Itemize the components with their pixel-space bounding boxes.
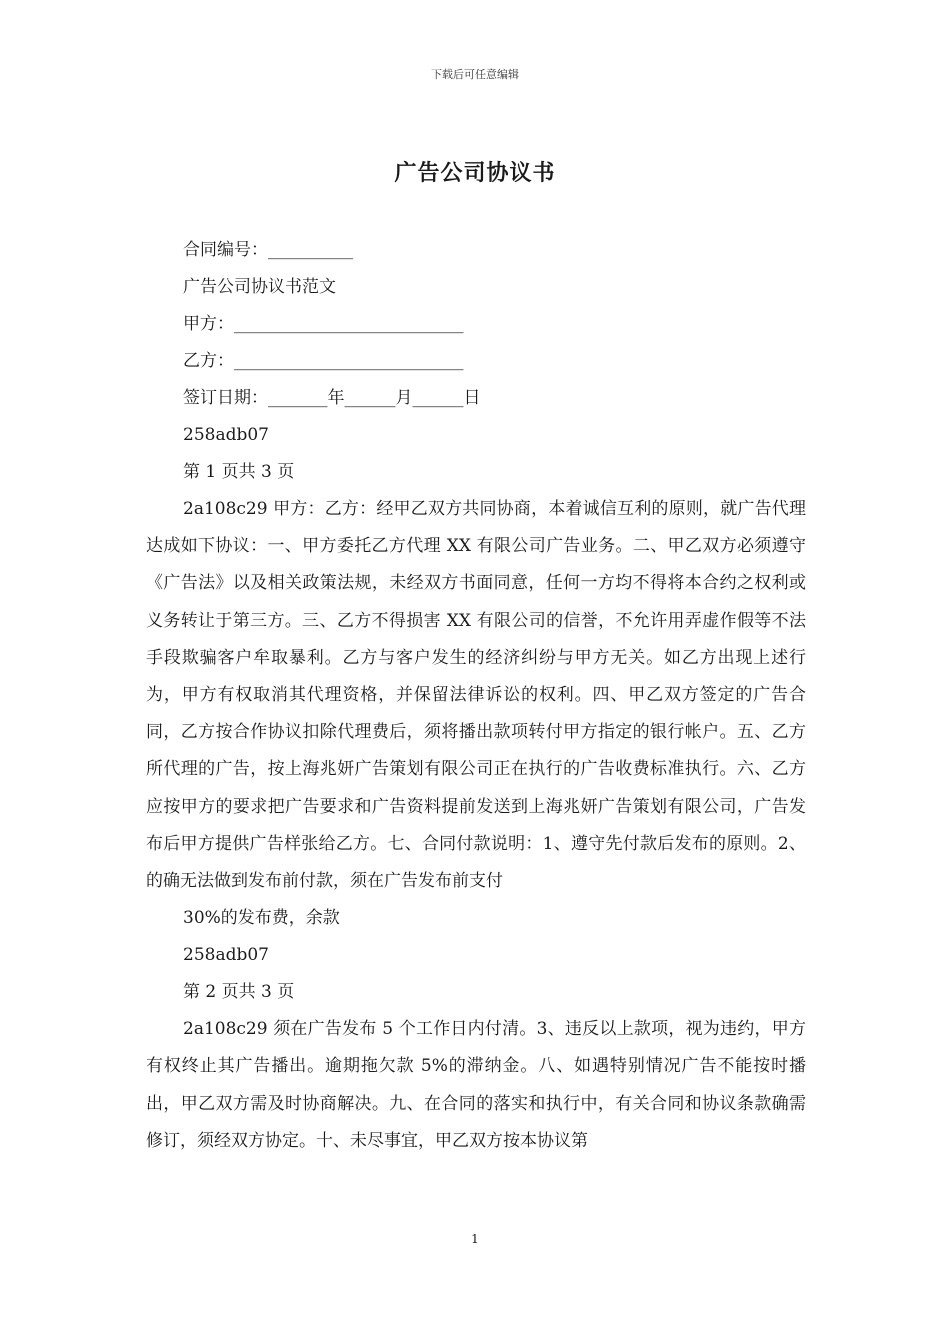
code-line: 258adb07 <box>183 945 269 966</box>
sign-date-line: 签订日期：_______年______月______日 <box>183 388 481 408</box>
agreement-paragraph: 2a108c29 甲方：乙方：经甲乙双方共同协商，本着诚信互利的原则，就广告代理达成如下协议：一、甲方委托乙方代理 XX 有限公司广告业务。二、甲乙双方必须遵守《广告法》以及相关政策法规，未经双方书面同意，任何一方均不得将本合约之权利或义务转让于第三方。三、乙方不得损害 XX 有限公司的信誉，不允许用弄虚作假等不法手段欺骗客户牟取暴利。乙方与客户发生的经济纠纷与甲方无关。如乙方出现上述行为，甲方有权取消其代理资格，并保留法律诉讼的权利。四、甲乙双方签定的广告合同，乙方按合作协议扣除代理费后，须将播出款项转付甲方指定的银行帐户。五、乙方所代理的广告，按上海兆妍广告策划有限公司正在执行的广告收费标准执行。六、乙方应按甲方的要求把广告要求和广告资料提前发送到上海兆妍广告策划有限公司，广告发布后甲方提供广告样张给乙方。七、合同付款说明：1、遵守先付款后发布的原则。2、的确无法做到发布前付款，须在广告发布前支付 <box>146 499 806 892</box>
party-a-line: 甲方：___________________________ <box>183 314 464 334</box>
contract-number-line: 合同编号：__________ <box>183 240 353 260</box>
agreement-paragraph: 2a108c29 须在广告发布 5 个工作日内付清。3、违反以上款项，视为违约，甲方有权终止其广告播出。逾期拖欠款 5%的滞纳金。八、如遇特别情况广告不能按时播出，甲乙双方需及时协商解决。九、在合同的落实和执行中，有关合同和协议条款确需修订，须经双方协定。十、未尽事宜，甲乙双方按本协议第 <box>146 1019 806 1151</box>
document-body <box>146 232 806 1160</box>
page-info-line: 第 2 页共 3 页 <box>183 982 295 1003</box>
page-info-line: 第 1 页共 3 页 <box>183 462 295 482</box>
page-number: 1 <box>471 1232 479 1246</box>
fee-line: 30%的发布费，余款 <box>183 908 340 929</box>
party-b-line: 乙方：___________________________ <box>183 351 464 371</box>
header-note: 下载后可任意编辑 <box>431 68 519 81</box>
document-title: 广告公司协议书 <box>394 160 556 186</box>
code-line: 258adb07 <box>183 425 269 445</box>
subtitle-line: 广告公司协议书范文 <box>183 277 336 297</box>
